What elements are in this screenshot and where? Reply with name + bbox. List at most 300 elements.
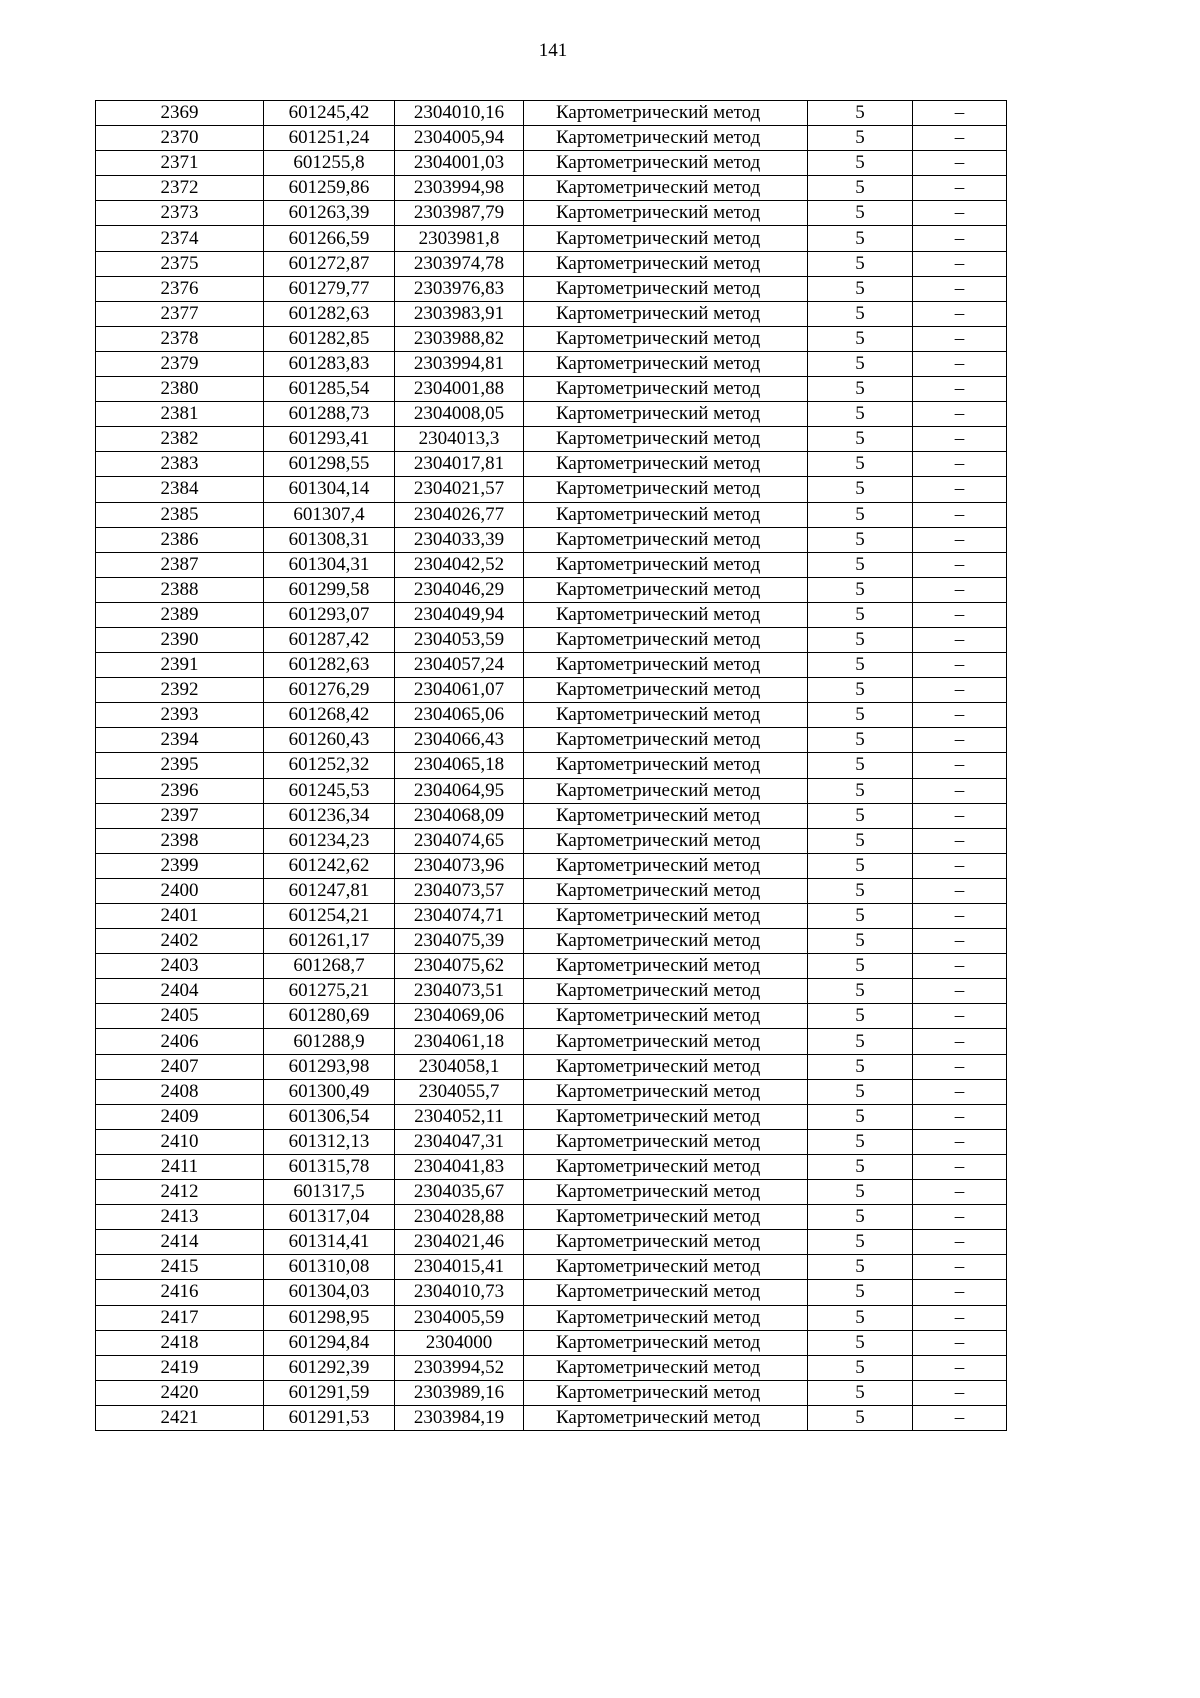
description-cell: – xyxy=(913,627,1007,652)
point-number-cell: 2391 xyxy=(96,653,264,678)
table-row xyxy=(96,828,1007,853)
table-row xyxy=(96,1305,1007,1330)
x-coordinate-cell: 601293,41 xyxy=(264,427,395,452)
table-row xyxy=(96,753,1007,778)
description-cell: – xyxy=(913,126,1007,151)
method-cell: Картометрический метод xyxy=(524,853,808,878)
description-cell: – xyxy=(913,703,1007,728)
method-cell: Картометрический метод xyxy=(524,1255,808,1280)
y-coordinate-cell: 2304061,18 xyxy=(395,1029,524,1054)
point-number-cell: 2382 xyxy=(96,427,264,452)
x-coordinate-cell: 601317,5 xyxy=(264,1180,395,1205)
y-coordinate-cell: 2304005,59 xyxy=(395,1305,524,1330)
x-coordinate-cell: 601288,73 xyxy=(264,402,395,427)
table-row xyxy=(96,577,1007,602)
y-coordinate-cell: 2304005,94 xyxy=(395,126,524,151)
coordinates-table-body xyxy=(96,101,1007,1431)
x-coordinate-cell: 601252,32 xyxy=(264,753,395,778)
table-row xyxy=(96,878,1007,903)
accuracy-cell: 5 xyxy=(808,678,913,703)
table-row xyxy=(96,929,1007,954)
table-row xyxy=(96,1355,1007,1380)
point-number-cell: 2412 xyxy=(96,1180,264,1205)
y-coordinate-cell: 2304049,94 xyxy=(395,602,524,627)
accuracy-cell: 5 xyxy=(808,201,913,226)
y-coordinate-cell: 2304021,46 xyxy=(395,1230,524,1255)
description-cell: – xyxy=(913,502,1007,527)
method-cell: Картометрический метод xyxy=(524,728,808,753)
x-coordinate-cell: 601306,54 xyxy=(264,1104,395,1129)
description-cell: – xyxy=(913,1405,1007,1430)
point-number-cell: 2384 xyxy=(96,477,264,502)
y-coordinate-cell: 2304013,3 xyxy=(395,427,524,452)
y-coordinate-cell: 2304058,1 xyxy=(395,1054,524,1079)
x-coordinate-cell: 601255,8 xyxy=(264,151,395,176)
coordinates-table xyxy=(95,100,1007,1431)
x-coordinate-cell: 601304,14 xyxy=(264,477,395,502)
description-cell: – xyxy=(913,778,1007,803)
accuracy-cell: 5 xyxy=(808,703,913,728)
method-cell: Картометрический метод xyxy=(524,326,808,351)
method-cell: Картометрический метод xyxy=(524,803,808,828)
y-coordinate-cell: 2303989,16 xyxy=(395,1380,524,1405)
method-cell: Картометрический метод xyxy=(524,1129,808,1154)
y-coordinate-cell: 2303994,52 xyxy=(395,1355,524,1380)
method-cell: Картометрический метод xyxy=(524,552,808,577)
point-number-cell: 2420 xyxy=(96,1380,264,1405)
method-cell: Картометрический метод xyxy=(524,402,808,427)
x-coordinate-cell: 601263,39 xyxy=(264,201,395,226)
table-row xyxy=(96,1205,1007,1230)
y-coordinate-cell: 2304035,67 xyxy=(395,1180,524,1205)
y-coordinate-cell: 2304068,09 xyxy=(395,803,524,828)
x-coordinate-cell: 601275,21 xyxy=(264,979,395,1004)
method-cell: Картометрический метод xyxy=(524,1330,808,1355)
point-number-cell: 2388 xyxy=(96,577,264,602)
method-cell: Картометрический метод xyxy=(524,226,808,251)
accuracy-cell: 5 xyxy=(808,226,913,251)
accuracy-cell: 5 xyxy=(808,502,913,527)
table-row xyxy=(96,351,1007,376)
table-row xyxy=(96,728,1007,753)
y-coordinate-cell: 2304052,11 xyxy=(395,1104,524,1129)
table-row xyxy=(96,1154,1007,1179)
method-cell: Картометрический метод xyxy=(524,351,808,376)
point-number-cell: 2416 xyxy=(96,1280,264,1305)
accuracy-cell: 5 xyxy=(808,176,913,201)
point-number-cell: 2408 xyxy=(96,1079,264,1104)
method-cell: Картометрический метод xyxy=(524,377,808,402)
method-cell: Картометрический метод xyxy=(524,929,808,954)
accuracy-cell: 5 xyxy=(808,954,913,979)
y-coordinate-cell: 2304073,57 xyxy=(395,878,524,903)
point-number-cell: 2393 xyxy=(96,703,264,728)
table-row xyxy=(96,1129,1007,1154)
description-cell: – xyxy=(913,1355,1007,1380)
y-coordinate-cell: 2304000 xyxy=(395,1330,524,1355)
y-coordinate-cell: 2304026,77 xyxy=(395,502,524,527)
description-cell: – xyxy=(913,878,1007,903)
accuracy-cell: 5 xyxy=(808,627,913,652)
method-cell: Картометрический метод xyxy=(524,778,808,803)
method-cell: Картометрический метод xyxy=(524,1230,808,1255)
x-coordinate-cell: 601245,53 xyxy=(264,778,395,803)
accuracy-cell: 5 xyxy=(808,878,913,903)
description-cell: – xyxy=(913,853,1007,878)
description-cell: – xyxy=(913,1380,1007,1405)
point-number-cell: 2414 xyxy=(96,1230,264,1255)
description-cell: – xyxy=(913,1305,1007,1330)
table-row xyxy=(96,251,1007,276)
method-cell: Картометрический метод xyxy=(524,251,808,276)
x-coordinate-cell: 601236,34 xyxy=(264,803,395,828)
description-cell: – xyxy=(913,828,1007,853)
x-coordinate-cell: 601312,13 xyxy=(264,1129,395,1154)
x-coordinate-cell: 601272,87 xyxy=(264,251,395,276)
x-coordinate-cell: 601310,08 xyxy=(264,1255,395,1280)
table-row xyxy=(96,1330,1007,1355)
point-number-cell: 2386 xyxy=(96,527,264,552)
method-cell: Картометрический метод xyxy=(524,1154,808,1179)
point-number-cell: 2405 xyxy=(96,1004,264,1029)
description-cell: – xyxy=(913,1104,1007,1129)
accuracy-cell: 5 xyxy=(808,477,913,502)
accuracy-cell: 5 xyxy=(808,427,913,452)
y-coordinate-cell: 2304065,06 xyxy=(395,703,524,728)
method-cell: Картометрический метод xyxy=(524,653,808,678)
method-cell: Картометрический метод xyxy=(524,502,808,527)
y-coordinate-cell: 2303987,79 xyxy=(395,201,524,226)
y-coordinate-cell: 2304010,73 xyxy=(395,1280,524,1305)
point-number-cell: 2397 xyxy=(96,803,264,828)
point-number-cell: 2376 xyxy=(96,276,264,301)
description-cell: – xyxy=(913,377,1007,402)
y-coordinate-cell: 2304010,16 xyxy=(395,101,524,126)
y-coordinate-cell: 2303974,78 xyxy=(395,251,524,276)
description-cell: – xyxy=(913,527,1007,552)
table-row xyxy=(96,979,1007,1004)
point-number-cell: 2370 xyxy=(96,126,264,151)
description-cell: – xyxy=(913,954,1007,979)
table-row xyxy=(96,954,1007,979)
accuracy-cell: 5 xyxy=(808,301,913,326)
y-coordinate-cell: 2304075,62 xyxy=(395,954,524,979)
table-row xyxy=(96,552,1007,577)
accuracy-cell: 5 xyxy=(808,527,913,552)
accuracy-cell: 5 xyxy=(808,728,913,753)
method-cell: Картометрический метод xyxy=(524,904,808,929)
point-number-cell: 2403 xyxy=(96,954,264,979)
page-number: 141 xyxy=(538,40,568,61)
y-coordinate-cell: 2304046,29 xyxy=(395,577,524,602)
description-cell: – xyxy=(913,1255,1007,1280)
point-number-cell: 2390 xyxy=(96,627,264,652)
y-coordinate-cell: 2304017,81 xyxy=(395,452,524,477)
y-coordinate-cell: 2304021,57 xyxy=(395,477,524,502)
description-cell: – xyxy=(913,101,1007,126)
description-cell: – xyxy=(913,753,1007,778)
point-number-cell: 2401 xyxy=(96,904,264,929)
y-coordinate-cell: 2304001,03 xyxy=(395,151,524,176)
accuracy-cell: 5 xyxy=(808,828,913,853)
description-cell: – xyxy=(913,552,1007,577)
description-cell: – xyxy=(913,477,1007,502)
y-coordinate-cell: 2304042,52 xyxy=(395,552,524,577)
description-cell: – xyxy=(913,151,1007,176)
description-cell: – xyxy=(913,1129,1007,1154)
x-coordinate-cell: 601266,59 xyxy=(264,226,395,251)
x-coordinate-cell: 601292,39 xyxy=(264,1355,395,1380)
point-number-cell: 2373 xyxy=(96,201,264,226)
x-coordinate-cell: 601307,4 xyxy=(264,502,395,527)
table-row xyxy=(96,301,1007,326)
point-number-cell: 2400 xyxy=(96,878,264,903)
point-number-cell: 2387 xyxy=(96,552,264,577)
method-cell: Картометрический метод xyxy=(524,1405,808,1430)
description-cell: – xyxy=(913,577,1007,602)
description-cell: – xyxy=(913,653,1007,678)
point-number-cell: 2380 xyxy=(96,377,264,402)
description-cell: – xyxy=(913,1180,1007,1205)
method-cell: Картометрический метод xyxy=(524,101,808,126)
accuracy-cell: 5 xyxy=(808,377,913,402)
table-row xyxy=(96,703,1007,728)
accuracy-cell: 5 xyxy=(808,853,913,878)
point-number-cell: 2372 xyxy=(96,176,264,201)
y-coordinate-cell: 2304074,65 xyxy=(395,828,524,853)
x-coordinate-cell: 601259,86 xyxy=(264,176,395,201)
description-cell: – xyxy=(913,402,1007,427)
y-coordinate-cell: 2304033,39 xyxy=(395,527,524,552)
table-row xyxy=(96,653,1007,678)
method-cell: Картометрический метод xyxy=(524,1029,808,1054)
x-coordinate-cell: 601304,31 xyxy=(264,552,395,577)
table-row xyxy=(96,1104,1007,1129)
method-cell: Картометрический метод xyxy=(524,878,808,903)
point-number-cell: 2402 xyxy=(96,929,264,954)
accuracy-cell: 5 xyxy=(808,1355,913,1380)
x-coordinate-cell: 601260,43 xyxy=(264,728,395,753)
method-cell: Картометрический метод xyxy=(524,678,808,703)
point-number-cell: 2381 xyxy=(96,402,264,427)
point-number-cell: 2396 xyxy=(96,778,264,803)
point-number-cell: 2385 xyxy=(96,502,264,527)
method-cell: Картометрический метод xyxy=(524,427,808,452)
point-number-cell: 2369 xyxy=(96,101,264,126)
point-number-cell: 2421 xyxy=(96,1405,264,1430)
x-coordinate-cell: 601234,23 xyxy=(264,828,395,853)
x-coordinate-cell: 601245,42 xyxy=(264,101,395,126)
table-row xyxy=(96,1079,1007,1104)
point-number-cell: 2404 xyxy=(96,979,264,1004)
point-number-cell: 2392 xyxy=(96,678,264,703)
table-row xyxy=(96,1255,1007,1280)
method-cell: Картометрический метод xyxy=(524,201,808,226)
description-cell: – xyxy=(913,1330,1007,1355)
x-coordinate-cell: 601299,58 xyxy=(264,577,395,602)
table-row xyxy=(96,1230,1007,1255)
accuracy-cell: 5 xyxy=(808,402,913,427)
y-coordinate-cell: 2304015,41 xyxy=(395,1255,524,1280)
description-cell: – xyxy=(913,728,1007,753)
description-cell: – xyxy=(913,326,1007,351)
x-coordinate-cell: 601291,59 xyxy=(264,1380,395,1405)
method-cell: Картометрический метод xyxy=(524,979,808,1004)
x-coordinate-cell: 601294,84 xyxy=(264,1330,395,1355)
accuracy-cell: 5 xyxy=(808,1405,913,1430)
y-coordinate-cell: 2304008,05 xyxy=(395,402,524,427)
method-cell: Картометрический метод xyxy=(524,1104,808,1129)
accuracy-cell: 5 xyxy=(808,1180,913,1205)
point-number-cell: 2383 xyxy=(96,452,264,477)
method-cell: Картометрический метод xyxy=(524,602,808,627)
description-cell: – xyxy=(913,427,1007,452)
table-row xyxy=(96,1405,1007,1430)
method-cell: Картометрический метод xyxy=(524,1054,808,1079)
y-coordinate-cell: 2304073,96 xyxy=(395,853,524,878)
method-cell: Картометрический метод xyxy=(524,1079,808,1104)
table-row xyxy=(96,803,1007,828)
method-cell: Картометрический метод xyxy=(524,1004,808,1029)
x-coordinate-cell: 601298,95 xyxy=(264,1305,395,1330)
x-coordinate-cell: 601317,04 xyxy=(264,1205,395,1230)
table-row xyxy=(96,1380,1007,1405)
point-number-cell: 2379 xyxy=(96,351,264,376)
point-number-cell: 2406 xyxy=(96,1029,264,1054)
x-coordinate-cell: 601261,17 xyxy=(264,929,395,954)
y-coordinate-cell: 2304065,18 xyxy=(395,753,524,778)
accuracy-cell: 5 xyxy=(808,126,913,151)
x-coordinate-cell: 601293,07 xyxy=(264,602,395,627)
table-row xyxy=(96,101,1007,126)
description-cell: – xyxy=(913,276,1007,301)
y-coordinate-cell: 2303983,91 xyxy=(395,301,524,326)
accuracy-cell: 5 xyxy=(808,602,913,627)
x-coordinate-cell: 601254,21 xyxy=(264,904,395,929)
table-row xyxy=(96,402,1007,427)
description-cell: – xyxy=(913,803,1007,828)
x-coordinate-cell: 601291,53 xyxy=(264,1405,395,1430)
description-cell: – xyxy=(913,678,1007,703)
description-cell: – xyxy=(913,251,1007,276)
table-row xyxy=(96,1180,1007,1205)
y-coordinate-cell: 2304074,71 xyxy=(395,904,524,929)
accuracy-cell: 5 xyxy=(808,276,913,301)
table-row xyxy=(96,427,1007,452)
method-cell: Картометрический метод xyxy=(524,627,808,652)
x-coordinate-cell: 601300,49 xyxy=(264,1079,395,1104)
accuracy-cell: 5 xyxy=(808,1280,913,1305)
y-coordinate-cell: 2304075,39 xyxy=(395,929,524,954)
description-cell: – xyxy=(913,1079,1007,1104)
x-coordinate-cell: 601268,7 xyxy=(264,954,395,979)
method-cell: Картометрический метод xyxy=(524,1355,808,1380)
point-number-cell: 2411 xyxy=(96,1154,264,1179)
table-row xyxy=(96,176,1007,201)
table-row xyxy=(96,201,1007,226)
table-row xyxy=(96,853,1007,878)
accuracy-cell: 5 xyxy=(808,904,913,929)
y-coordinate-cell: 2303994,98 xyxy=(395,176,524,201)
table-row xyxy=(96,778,1007,803)
table-row xyxy=(96,527,1007,552)
accuracy-cell: 5 xyxy=(808,979,913,1004)
table-row xyxy=(96,678,1007,703)
x-coordinate-cell: 601293,98 xyxy=(264,1054,395,1079)
point-number-cell: 2377 xyxy=(96,301,264,326)
method-cell: Картометрический метод xyxy=(524,301,808,326)
point-number-cell: 2419 xyxy=(96,1355,264,1380)
y-coordinate-cell: 2303994,81 xyxy=(395,351,524,376)
table-row xyxy=(96,627,1007,652)
accuracy-cell: 5 xyxy=(808,778,913,803)
method-cell: Картометрический метод xyxy=(524,276,808,301)
table-row xyxy=(96,477,1007,502)
accuracy-cell: 5 xyxy=(808,552,913,577)
x-coordinate-cell: 601283,83 xyxy=(264,351,395,376)
x-coordinate-cell: 601279,77 xyxy=(264,276,395,301)
y-coordinate-cell: 2304069,06 xyxy=(395,1004,524,1029)
y-coordinate-cell: 2303988,82 xyxy=(395,326,524,351)
point-number-cell: 2415 xyxy=(96,1255,264,1280)
accuracy-cell: 5 xyxy=(808,653,913,678)
y-coordinate-cell: 2304041,83 xyxy=(395,1154,524,1179)
method-cell: Картометрический метод xyxy=(524,577,808,602)
x-coordinate-cell: 601276,29 xyxy=(264,678,395,703)
description-cell: – xyxy=(913,1280,1007,1305)
method-cell: Картометрический метод xyxy=(524,477,808,502)
x-coordinate-cell: 601282,63 xyxy=(264,653,395,678)
table-row xyxy=(96,1029,1007,1054)
method-cell: Картометрический метод xyxy=(524,176,808,201)
y-coordinate-cell: 2304066,43 xyxy=(395,728,524,753)
y-coordinate-cell: 2303984,19 xyxy=(395,1405,524,1430)
accuracy-cell: 5 xyxy=(808,1330,913,1355)
accuracy-cell: 5 xyxy=(808,1205,913,1230)
y-coordinate-cell: 2304061,07 xyxy=(395,678,524,703)
table-row xyxy=(96,452,1007,477)
x-coordinate-cell: 601282,85 xyxy=(264,326,395,351)
table-row xyxy=(96,904,1007,929)
x-coordinate-cell: 601314,41 xyxy=(264,1230,395,1255)
accuracy-cell: 5 xyxy=(808,929,913,954)
y-coordinate-cell: 2304064,95 xyxy=(395,778,524,803)
accuracy-cell: 5 xyxy=(808,1079,913,1104)
y-coordinate-cell: 2304073,51 xyxy=(395,979,524,1004)
description-cell: – xyxy=(913,201,1007,226)
x-coordinate-cell: 601268,42 xyxy=(264,703,395,728)
method-cell: Картометрический метод xyxy=(524,954,808,979)
y-coordinate-cell: 2303981,8 xyxy=(395,226,524,251)
method-cell: Картометрический метод xyxy=(524,1305,808,1330)
table-row xyxy=(96,602,1007,627)
table-row xyxy=(96,151,1007,176)
method-cell: Картометрический метод xyxy=(524,126,808,151)
description-cell: – xyxy=(913,1154,1007,1179)
accuracy-cell: 5 xyxy=(808,1154,913,1179)
x-coordinate-cell: 601242,62 xyxy=(264,853,395,878)
y-coordinate-cell: 2304001,88 xyxy=(395,377,524,402)
x-coordinate-cell: 601287,42 xyxy=(264,627,395,652)
description-cell: – xyxy=(913,1029,1007,1054)
accuracy-cell: 5 xyxy=(808,1129,913,1154)
table-row xyxy=(96,502,1007,527)
accuracy-cell: 5 xyxy=(808,753,913,778)
method-cell: Картометрический метод xyxy=(524,1280,808,1305)
y-coordinate-cell: 2304047,31 xyxy=(395,1129,524,1154)
method-cell: Картометрический метод xyxy=(524,452,808,477)
table-row xyxy=(96,377,1007,402)
